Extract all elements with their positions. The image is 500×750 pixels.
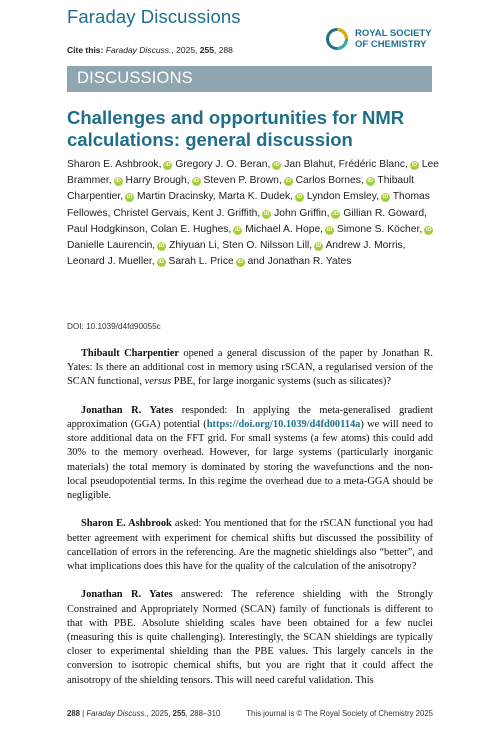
author-text: Steven P. Brown, [203,175,282,187]
speaker-name: Jonathan R. Yates [81,404,174,416]
author-name [248,256,352,267]
italic-text: versus [144,376,172,388]
author-name [204,175,293,186]
doi: DOI: 10.1039/d4fd90055c [67,322,161,331]
discussion-paragraph [67,517,433,574]
author-name [168,256,244,267]
discussion-body [67,347,433,702]
orcid-icon[interactable]: iD [115,178,121,185]
speaker-name: Sharon E. Ashbrook [81,518,172,530]
author-text: Sten O. Nilsson Lill, [222,240,313,252]
author-text: Colan E. Hughes, [150,223,232,235]
author-name [307,191,390,202]
article-title: Challenges and opportunities for NMR calculations: general discussion [67,107,405,150]
author-text: Kent J. Griffith, [192,207,261,219]
orcid-icon[interactable]: iD [264,210,270,217]
author-text: Danielle Laurencin, [67,240,156,252]
author-text: Gregory J. O. Beran, [175,159,271,170]
copyright-notice: This journal is © The Royal Society of Chemistry 2025 [246,709,433,718]
journal-name: Faraday Discussions [67,6,241,27]
author-text: Sarah L. Price [168,256,234,268]
orcid-icon[interactable]: iD [326,226,333,233]
paragraph-text: PBE, for large inorganic systems (such as silicates)? [171,376,391,388]
author-text: Thomas Fellowes, [67,191,430,219]
footer-year: , 2025, [146,709,173,718]
orcid-icon[interactable]: iD [285,178,291,185]
author-name [337,224,433,235]
discussion-paragraph [67,347,433,390]
author-name [274,208,340,219]
orcid-icon[interactable]: iD [158,243,165,250]
author-name [169,240,219,251]
citation-line [67,45,233,55]
author-name [67,159,172,170]
author-name [113,208,189,219]
author-text: Michael A. Hope, [245,223,324,235]
publisher-line-2: OF CHEMISTRY [355,38,427,50]
orcid-icon[interactable]: iD [237,259,243,266]
speaker-name: Thibault Charpentier [81,348,179,359]
author-name [339,159,419,170]
orcid-icon[interactable]: iD [165,162,171,168]
section-banner [67,66,432,92]
author-text: Marta K. Dudek, [218,191,294,203]
section-banner-label: DISCUSSIONS [77,69,193,87]
author-name [175,159,281,170]
orcid-icon[interactable]: iD [126,194,133,201]
cite-volume: 255 [199,45,214,55]
orcid-icon[interactable]: iD [235,226,241,233]
author-name [284,159,336,170]
author-text: Frédéric Blanc, [338,159,408,170]
author-name [222,240,323,251]
author-name [137,191,216,202]
author-text: and Jonathan R. Yates [247,256,352,268]
page-number: 288 [67,709,81,718]
author-text: Lyndon Emsley, [306,191,380,203]
author-text: Christel Gervais, [113,207,190,219]
author-text: Zhiyuan Li, [169,240,220,252]
orcid-icon[interactable]: iD [274,162,280,168]
author-name [245,224,334,235]
paragraph-text: answered: The reference shielding with the Strongly Constrained and Appropriately Normed (SCAN) family of functionals is different to that with PBE. Absolute shielding scales have been obtained for a few nuclei (measuring this is quite challenging). Interestingly, the SCAN shieldings are typically closer to experimental shielding than the PBE values. This largely cancels in the conversion to isotropic chemical shifts, but you are right that it could affect the anisotropy of the shielding tensors. This will need careful validation. This [67,589,433,686]
doi-link[interactable]: https://doi.org/10.1039/d4fd00114a [206,419,361,430]
author-text: Leonard J. Mueller, [67,256,155,268]
orcid-icon[interactable]: iD [315,243,322,250]
cite-year: , 2025, [171,45,200,55]
cite-pages: , 288 [213,45,233,55]
author-name [151,224,243,235]
paragraph-text: responded: In applying the meta-generalised gradient approximation (GGA) potential ( [67,404,433,430]
speaker-name: Jonathan R. Yates [81,589,173,601]
discussion-paragraph [67,404,433,503]
orcid-icon[interactable]: iD [367,178,373,185]
paragraph-text: opened a general discussion of the paper by Jonathan R. Yates: Is there an additional cost in memory using rSCAN, a regularised version of the SCAN functional, [67,348,433,388]
author-text: Gillian R. Goward, [343,207,427,219]
footer-pages: , 288–310 [185,709,221,718]
author-text: Harry Brough, [125,175,190,187]
footer-volume: 255 [172,709,186,718]
author-text: Sharon E. Ashbrook, [67,159,162,170]
publisher-line-1: ROYAL SOCIETY [355,28,432,39]
publisher-name [355,29,432,50]
cite-journal: Faraday Discuss. [105,45,172,55]
page-footer [67,709,433,718]
orcid-icon[interactable]: iD [296,194,303,201]
discussion-paragraph [67,588,433,687]
author-text: Jan Blahut, [284,159,336,170]
author-text: Thibault Charpentier, [67,175,415,203]
author-name [67,256,166,267]
footer-journal: Faraday Discuss. [86,709,147,718]
author-text: Paul Hodgkinson, [67,223,148,235]
author-name [126,175,201,186]
orcid-icon[interactable]: iD [193,178,199,185]
orcid-icon[interactable]: iD [411,162,418,168]
orcid-icon[interactable]: iD [425,226,432,233]
orcid-icon[interactable]: iD [158,259,164,266]
cite-prefix: Cite this: [67,45,104,55]
author-list [67,157,442,270]
footer-separator: | [80,709,87,718]
author-name [192,208,271,219]
author-text: Carlos Bornes, [295,175,364,187]
author-text: Martin Dracinsky, [136,191,216,203]
orcid-icon[interactable]: iD [333,210,339,217]
paragraph-text: asked: You mentioned that for the rSCAN functional you had better agreement with experiment for chemical shifts but discussed the possibility of cancellation of errors in the referencing. Are the magnetic shieldings also “better”, and what implications does this have for the quality of the calculation of the anisotropy? [67,518,433,573]
author-name [343,208,427,219]
author-name [325,240,405,251]
author-text: Simone S. Köcher, [336,223,423,235]
author-text: Andrew J. Morris, [325,240,406,252]
author-name [219,191,304,202]
rsc-ring-logo-icon [325,27,349,51]
author-name [67,224,148,235]
orcid-icon[interactable]: iD [382,194,389,201]
author-text: John Griffin, [274,207,330,219]
paragraph-text: ) we will need to store additional data on the FFT grid. For small systems (a few atoms) this could add 30% to the memory overhead. However, for large systems (particularly inorganic materials) the total memory is dominated by storing the wavefunctions and the non-local pseudopotential terms. In this regime the overhead due to a meta-GGA should be negligible. [67,419,434,502]
author-text: Lee Brammer, [67,159,439,187]
author-name [296,175,375,186]
author-name [67,240,166,251]
